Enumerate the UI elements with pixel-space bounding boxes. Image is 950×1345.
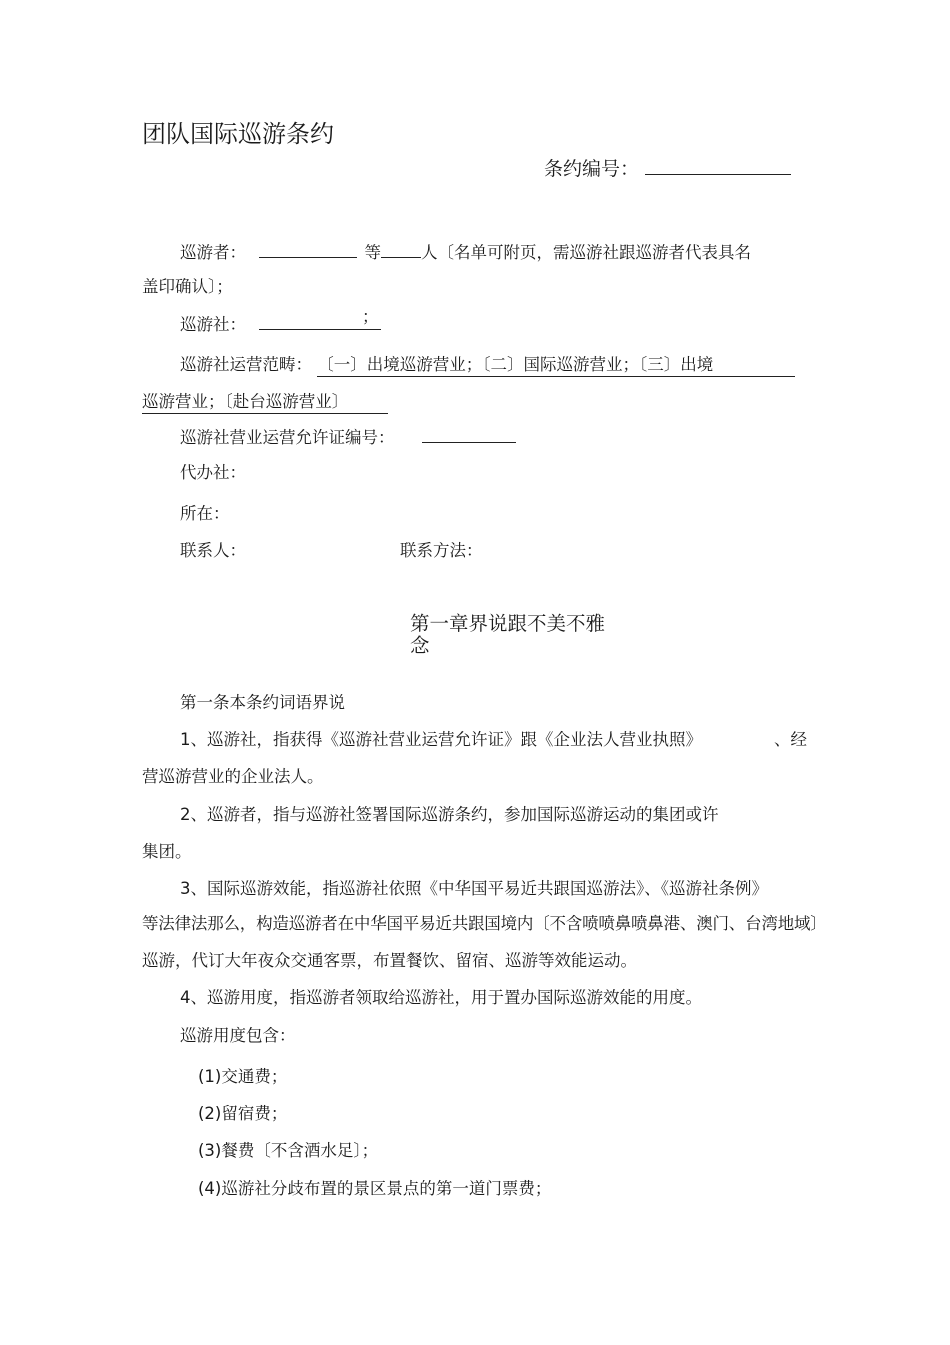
tourist-tail-text: 人〔名单可附页，需巡游社跟巡游者代表具名 <box>421 243 751 262</box>
license-line <box>180 426 516 449</box>
contract-number-label: 条约编号： <box>544 158 640 180</box>
tourist-name-blank <box>259 241 357 258</box>
agency-end-mark: ； <box>362 307 379 326</box>
tourist-mid-text: 等 <box>364 243 381 262</box>
tourist-line <box>180 241 751 264</box>
contact-person-label: 联系人： <box>180 541 246 560</box>
license-number-blank <box>422 426 516 443</box>
definition-3-line-2: 等法律法那么，构造巡游者在中华国平易近共跟国境内〔不含喷喷鼻喷鼻港、澳门、台湾地域〕 <box>142 914 827 933</box>
fee-item: (1)交通费； <box>198 1067 288 1086</box>
definition-2-line-1: 2、巡游者，指与巡游社签署国际巡游条约，参加国际巡游运动的集团或许 <box>180 805 719 824</box>
scope-text-1: 〔一〕出境巡游营业；〔二〕国际巡游营业；〔三〕出境 <box>317 354 795 377</box>
fees-intro: 巡游用度包含： <box>180 1026 296 1045</box>
chapter-heading-line-2: 念 <box>410 634 430 657</box>
fee-item: (2)留宿费； <box>198 1104 288 1123</box>
scope-line-1 <box>180 354 795 377</box>
definition-3-line-3: 巡游，代订大年夜众交通客票，布置餐饮、留宿、巡游等效能运动。 <box>142 951 637 970</box>
agent-agency-label: 代办社： <box>180 463 246 482</box>
scope-text-2: 巡游营业；〔赴台巡游营业〕 <box>142 391 388 414</box>
agency-label: 巡游社： <box>180 315 246 334</box>
definition-3-line-1: 3、国际巡游效能，指巡游社依照《中华国平易近共跟国巡游法》、《巡游社条例》 <box>180 879 768 898</box>
article-heading: 第一条本条约词语界说 <box>180 693 345 712</box>
contract-number-line <box>544 156 791 182</box>
scope-line-2 <box>142 391 388 414</box>
definition-1-line-2: 营巡游营业的企业法人。 <box>142 767 324 786</box>
fee-item: (3)餐费〔不含酒水足〕； <box>198 1141 379 1160</box>
agency-line <box>180 313 381 336</box>
chapter-heading <box>410 613 625 657</box>
address-label: 所在： <box>180 504 230 523</box>
contact-method-label: 联系方法： <box>400 541 483 560</box>
tourist-label: 巡游者： <box>180 243 246 262</box>
scope-label: 巡游社运营范畴： <box>180 355 312 374</box>
tourist-tail-line: 盖印确认〕； <box>142 277 233 296</box>
tourist-count-blank <box>381 241 421 258</box>
fee-item: (4)巡游社分歧布置的景区景点的第一道门票费； <box>198 1179 552 1198</box>
document-title: 团队国际巡游条约 <box>142 120 334 148</box>
license-label: 巡游社营业运营允许证编号： <box>180 428 395 447</box>
chapter-heading-line-1: 第一章界说跟不美不雅 <box>410 612 606 635</box>
contract-number-blank <box>645 158 791 175</box>
definition-1-tail: 、经 <box>774 730 807 749</box>
definition-1-line-1: 1、巡游社，指获得《巡游社营业运营允许证》跟《企业法人营业执照》 <box>180 730 702 749</box>
definition-2-line-2: 集团。 <box>142 842 192 861</box>
definition-4-line-1: 4、巡游用度，指巡游者领取给巡游社，用于置办国际巡游效能的用度。 <box>180 988 702 1007</box>
